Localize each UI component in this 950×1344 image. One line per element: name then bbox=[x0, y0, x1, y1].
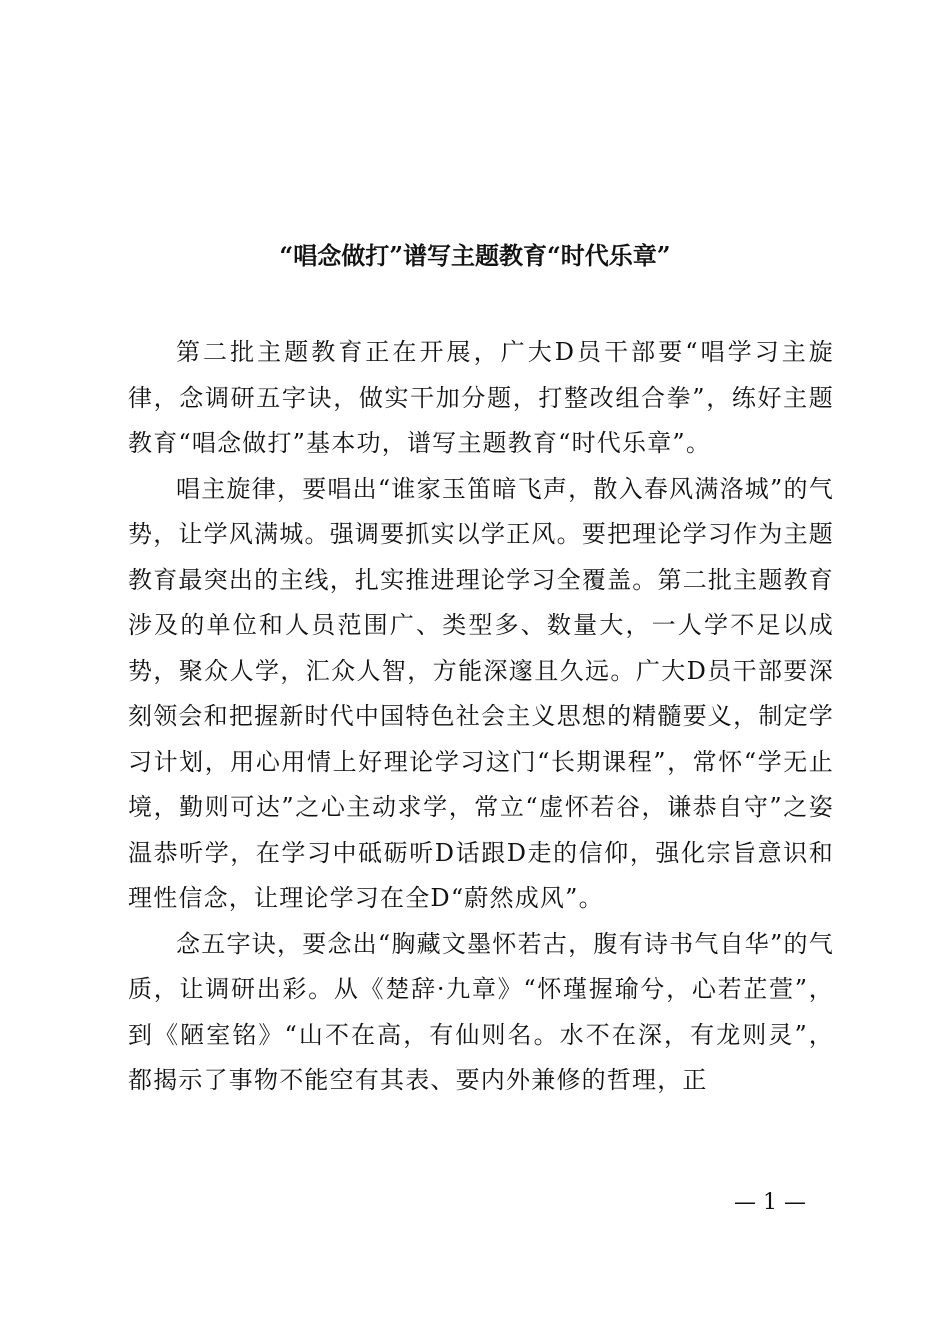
document-body bbox=[128, 330, 834, 1104]
document-title: “唱念做打”谱写主题教育“时代乐章” bbox=[279, 241, 671, 270]
page-number: — 1 — bbox=[734, 1190, 806, 1215]
paragraph-1: 第二批主题教育正在开展，广大D员干部要“唱学习主旋律，念调研五字诀，做实干加分题，打整改组合拳”，练好主题教育“唱念做打”基本功，谱写主题教育“时代乐章”。 bbox=[128, 338, 834, 457]
paragraph-2: 唱主旋律，要唱出“谁家玉笛暗飞声，散入春风满洛城”的气势，让学风满城。强调要抓实以学正风。要把理论学习作为主题教育最突出的主线，扎实推进理论学习全覆盖。第二批主题教育涉及的单位和人员范围广、类型多、数量大，一人学不足以成势，聚众人学，汇众人智，方能深邃且久远。广大D员干部要深刻领会和把握新时代中国特色社会主义思想的精髓要义，制定学习计划，用心用情上好理论学习这门“长期课程”，常怀“学无止境，勤则可达”之心主动求学，常立“虚怀若谷，谦恭自守”之姿温恭听学，在学习中砥砺听D话跟D走的信仰，强化宗旨意识和理性信念，让理论学习在全D“蔚然成风”。 bbox=[128, 474, 834, 912]
paragraph-3: 念五字诀，要念出“胸藏文墨怀若古，腹有诗书气自华”的气质，让调研出彩。从《楚辞·九章》“怀瑾握瑜兮，心若芷萱”，到《陋室铭》“山不在高，有仙则名。水不在深，有龙则灵”，都揭示了事物不能空有其表、要内外兼修的哲理，正 bbox=[128, 929, 834, 1094]
